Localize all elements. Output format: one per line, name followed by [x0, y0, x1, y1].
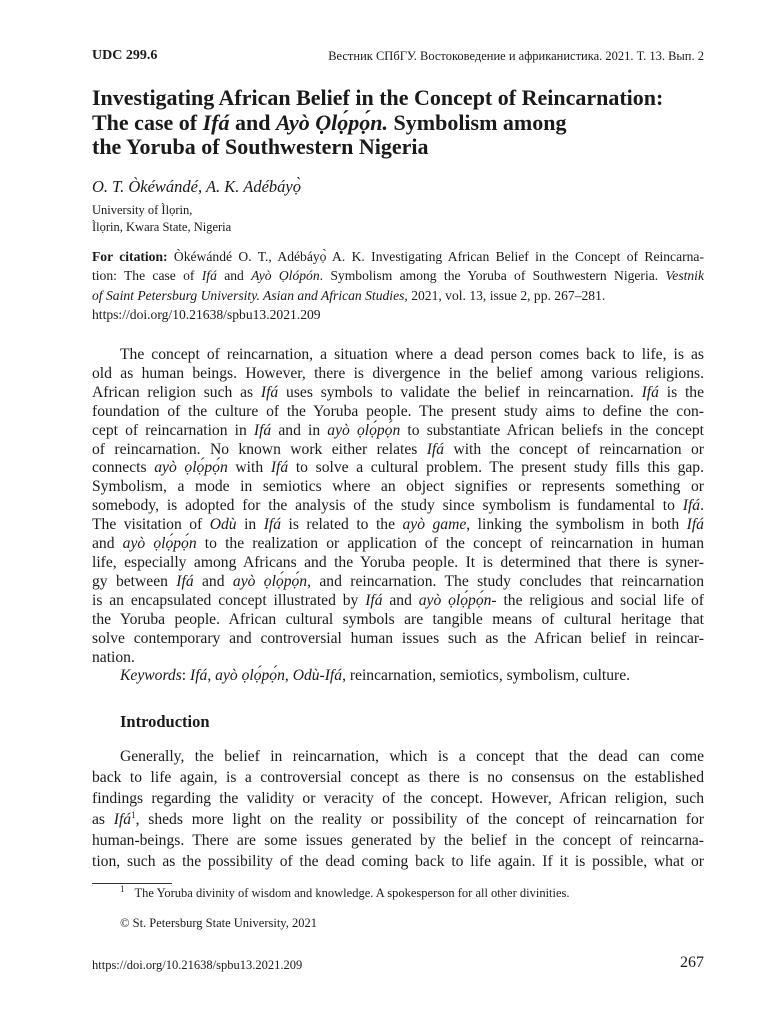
text: to the realization or application of the concept of reincarnation in human [196, 535, 704, 553]
text-line [92, 667, 704, 686]
text: foundation of the culture of the Yoruba people. The present study aims to define the con- [92, 402, 704, 420]
text: human-beings. There are some issues generated by the belief in the concept of reincarna- [92, 832, 704, 849]
page-number: 267 [680, 954, 704, 971]
text: with [227, 459, 271, 477]
text-line [92, 746, 704, 767]
text: connects [92, 459, 155, 477]
text: is related to the [281, 516, 403, 534]
italic-text: ayò ọlọ́pọ́n [232, 572, 308, 590]
italic-text: ayò ọlọ́pọ́n [154, 459, 228, 477]
italic-text: of Saint Petersburg University. Asian and African Studies [92, 287, 405, 303]
text: , and reincarnation. The study concludes that reincarnation [307, 572, 705, 590]
affiliation [92, 202, 231, 235]
bold-text: For citation: [92, 249, 168, 264]
text-line [92, 403, 704, 422]
text-line [92, 384, 704, 403]
text-line [92, 497, 704, 516]
italic-text: Odù-Ifá [292, 667, 343, 685]
footnote-divider [92, 883, 172, 884]
text: Symbolism, a mode in semiotics where an object signifies or represents something or [92, 478, 704, 496]
citation-block [92, 247, 704, 324]
title-text: The case of [92, 109, 203, 135]
text-line [92, 611, 704, 630]
authors: O. T. Òkéwándé, A. K. Adébáyọ̀ [92, 177, 301, 196]
text: , [207, 667, 216, 685]
title-text: Symbolism among [388, 109, 567, 135]
text-line [92, 809, 704, 830]
section-heading-introduction: Introduction [120, 712, 210, 731]
italic-text: Ifá [365, 591, 383, 609]
journal-header: Вестник СПбГУ. Востоковедение и африканистика. 2021. Т. 13. Вып. 2 [328, 49, 704, 63]
italic-text: Ifá [641, 383, 659, 401]
introduction-paragraph [92, 746, 704, 872]
italic-text: Ifá [686, 516, 704, 534]
title-line-3: the Yoruba of Southwestern Nigeria [92, 134, 429, 159]
text-line [92, 592, 704, 611]
text: The concept of reincarnation, a situation where a dead person comes back to life, is as [120, 346, 704, 363]
text: life, especially among Africans and the Yoruba people. It is determined that there is syner- [92, 553, 704, 571]
text: . Symbolism among the Yoruba of Southwestern Nigeria. [319, 268, 666, 284]
italic-text: Ifá [270, 459, 289, 477]
text-line [92, 441, 704, 460]
text: the Yoruba people. African cultural symbols are tangible means of cultural heritage that [92, 610, 704, 628]
footnote-ref: 1 [131, 809, 136, 820]
text: and [216, 268, 252, 284]
text-line [92, 459, 704, 478]
italic-text: ayò ọlọ́pọ́n [418, 591, 492, 609]
text: gy between [92, 572, 177, 590]
text-line [92, 851, 704, 872]
text: findings regarding the validity or veracity of the concept. However, African religion, such [92, 790, 704, 807]
text: old as human beings. However, there is divergence in the belief among various religions. [92, 364, 704, 382]
text: . [700, 497, 704, 515]
text-line [92, 516, 704, 535]
copyright: © St. Petersburg State University, 2021 [120, 916, 317, 930]
italic-text: ayò ọlọ́pọ́n [122, 535, 197, 553]
text: : [181, 667, 191, 685]
doi-link[interactable]: https://doi.org/10.21638/spbu13.2021.209 [92, 958, 303, 972]
title-line-2 [92, 111, 732, 136]
text: and in [271, 421, 328, 439]
text-line [92, 830, 704, 851]
text-line [92, 266, 704, 285]
udc-code: UDC 299.6 [92, 48, 158, 63]
text-line [92, 365, 704, 384]
text-line [92, 478, 704, 497]
text: , linking the symbolism in both [466, 516, 687, 534]
title-line-1: Investigating African Belief in the Concept of Reincarnation: [92, 85, 664, 110]
italic-text: ayò ọlọ́pọ́n [327, 421, 401, 439]
text: tion, such as the possibility of the dead coming back to life again. If it is possible, what or [92, 853, 704, 870]
text: in [236, 516, 264, 534]
italic-text: Ifá [263, 516, 282, 534]
footnote-number: 1 [120, 883, 125, 894]
affiliation-line: University of Ìlọrin, [92, 203, 193, 217]
text: Generally, the belief in reincarnation, which is a concept that the dead can come [120, 748, 704, 765]
text: solve contemporary and controversial human issues such as the African belief in reincar- [92, 629, 704, 647]
text: tion: The case of [92, 268, 202, 284]
text: The visitation of [92, 516, 210, 534]
text: back to life again, is a controversial concept as there is no consensus on the established [92, 769, 704, 786]
text: Òkéwándé O. T., Adébáyọ̀ A. K. Investigating African Belief in the Concept of Reincarna- [167, 249, 704, 264]
text-line [92, 649, 704, 668]
text-line [92, 788, 704, 809]
text: - the religious and social life of [491, 591, 704, 609]
text: , sheds more light on the reality or possibility of the concept of reincarnation for [135, 811, 704, 828]
title-text: and [229, 109, 276, 135]
text-line [92, 247, 704, 266]
text: to solve a cultural problem. The present study fills this gap. [288, 459, 704, 477]
abstract [92, 346, 704, 686]
italic-text: ayò game [402, 516, 467, 534]
text: , 2021, vol. 13, issue 2, pp. 267–281. [404, 287, 606, 303]
italic-text: ayò ọlọ́pọ́n [215, 667, 285, 685]
title-italic: Ayò Ọlọ́pọ́n. [275, 109, 389, 135]
italic-text: Ifá [113, 811, 132, 828]
italic-text: Vestnik [665, 268, 704, 284]
italic-text: Ifá [426, 440, 445, 458]
text: is the [658, 383, 704, 401]
text: https://doi.org/10.21638/spbu13.2021.209 [92, 306, 321, 322]
italic-text: Ifá [176, 572, 194, 590]
text: , [284, 667, 293, 685]
text-line [92, 767, 704, 788]
footnote-text: The Yoruba divinity of wisdom and knowledge. A spokesperson for all other divinities. [134, 886, 570, 900]
italic-text: Ifá [260, 383, 279, 401]
text: African religion such as [92, 383, 261, 401]
text-line [92, 554, 704, 573]
text-line [92, 573, 704, 592]
text-line [92, 535, 704, 554]
italic-text: Odù [209, 516, 237, 534]
affiliation-line: Ìlọrin, Kwara State, Nigeria [92, 219, 232, 234]
text: uses symbols to validate the belief in reincarnation. [278, 383, 642, 401]
text: and [92, 535, 123, 553]
text: with the concept of reincarnation or [444, 440, 704, 458]
footnote [120, 883, 570, 901]
text: of reincarnation. No known work either relates [92, 440, 427, 458]
italic-text: Ifá [253, 421, 272, 439]
text: and [193, 572, 233, 590]
text-line [92, 286, 704, 305]
text-line [92, 305, 704, 324]
title-italic: Ifá [202, 109, 230, 135]
text-line [92, 346, 704, 365]
text-line [92, 630, 704, 649]
text: and [382, 591, 419, 609]
text: nation. [92, 648, 135, 666]
text: is an encapsulated concept illustrated by [92, 591, 366, 609]
italic-text: Ayò Ọlópón [251, 268, 320, 284]
italic-text: Ifá [190, 667, 208, 685]
text-line [92, 422, 704, 441]
text: , reincarnation, semiotics, symbolism, culture. [342, 667, 631, 685]
text: somebody, is adopted for the analysis of the study since symbolism is fundamental to [92, 497, 683, 515]
text: to substantiate African beliefs in the concept [400, 421, 704, 439]
article-title [92, 86, 732, 160]
italic-text: Keywords [120, 667, 182, 685]
italic-text: Ifá [201, 268, 217, 284]
text: cept of reincarnation in [92, 421, 254, 439]
text: as [92, 811, 114, 828]
italic-text: Ifá [682, 497, 701, 515]
